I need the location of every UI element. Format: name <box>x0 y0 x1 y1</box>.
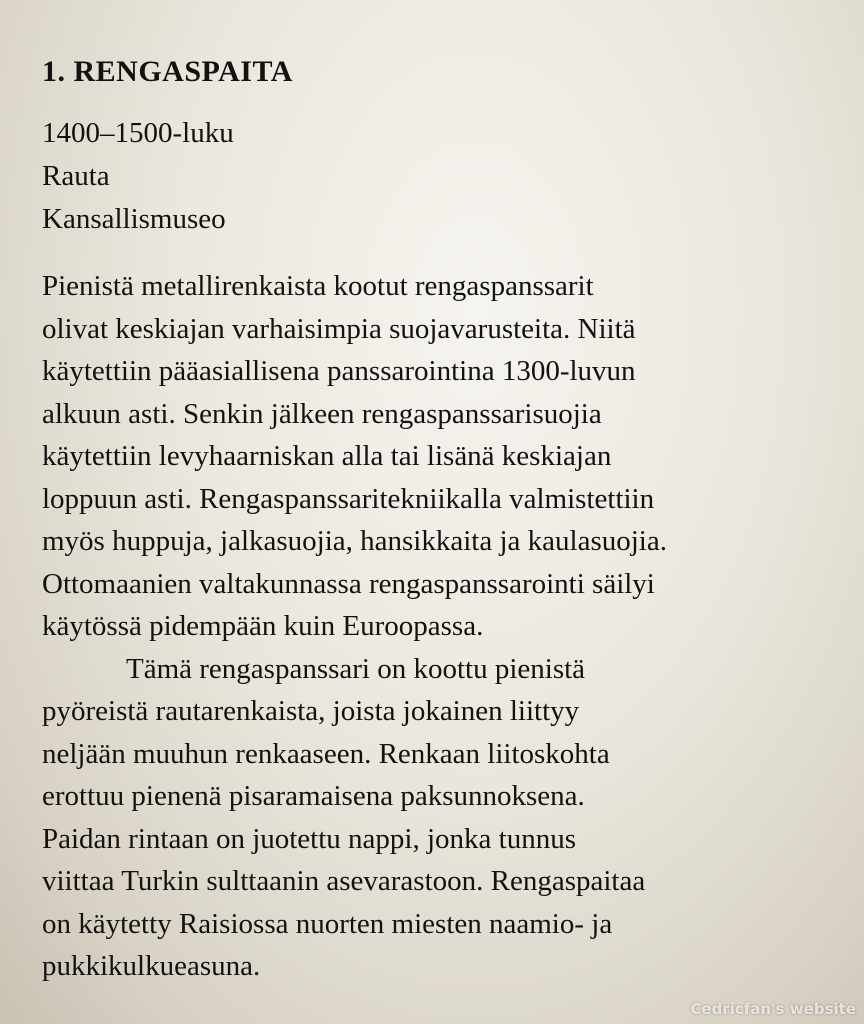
text-line: on käytetty Raisiossa nuorten miesten naamio- ja <box>42 907 613 940</box>
text-line: pyöreistä rautarenkaista, joista jokainen liittyy <box>42 695 580 727</box>
text-line: Paidan rintaan on juotettu nappi, jonka tunnus <box>42 822 576 855</box>
text-line: pukkikulkueasuna. <box>42 950 261 982</box>
text-line: Tämä rengaspanssari on koottu pienistä <box>126 652 586 685</box>
text-line: loppuun asti. Rengaspanssaritekniikalla valmistettiin <box>42 482 655 515</box>
text-line: käytettiin pääasiallisena panssarointina 1300-luvun <box>42 355 636 387</box>
text-line: Ottomaanien valtakunnassa rengaspanssarointi säilyi <box>42 567 655 600</box>
watermark: Cedricfan's website <box>690 1000 856 1018</box>
paragraph-history <box>42 265 842 648</box>
paragraph-object-description <box>42 648 842 988</box>
placard-meta <box>42 112 842 241</box>
text-line: alkuun asti. Senkin jälkeen rengaspanssarisuojia <box>42 397 602 430</box>
meta-date: 1400–1500-luku <box>42 117 234 149</box>
text-line: erottuu pienenä pisaramaisena paksunnoksena. <box>42 780 585 812</box>
meta-material: Rauta <box>42 160 110 192</box>
text-line: olivat keskiajan varhaisimpia suojavarusteita. Niitä <box>42 312 636 345</box>
placard-title: 1. RENGASPAITA <box>42 55 293 88</box>
museum-placard <box>42 50 842 988</box>
meta-collection: Kansallismuseo <box>42 203 226 235</box>
text-line: neljään muuhun renkaaseen. Renkaan liitoskohta <box>42 737 610 770</box>
text-line: Pienistä metallirenkaista kootut rengaspanssarit <box>42 270 594 302</box>
text-line: käytettiin levyhaarniskan alla tai lisänä keskiajan <box>42 440 612 472</box>
text-line: viittaa Turkin sulttaanin asevarastoon. Rengaspaitaa <box>42 865 646 897</box>
text-line: myös huppuja, jalkasuojia, hansikkaita ja kaulasuojia. <box>42 525 667 557</box>
text-line: käytössä pidempään kuin Euroopassa. <box>42 610 484 642</box>
